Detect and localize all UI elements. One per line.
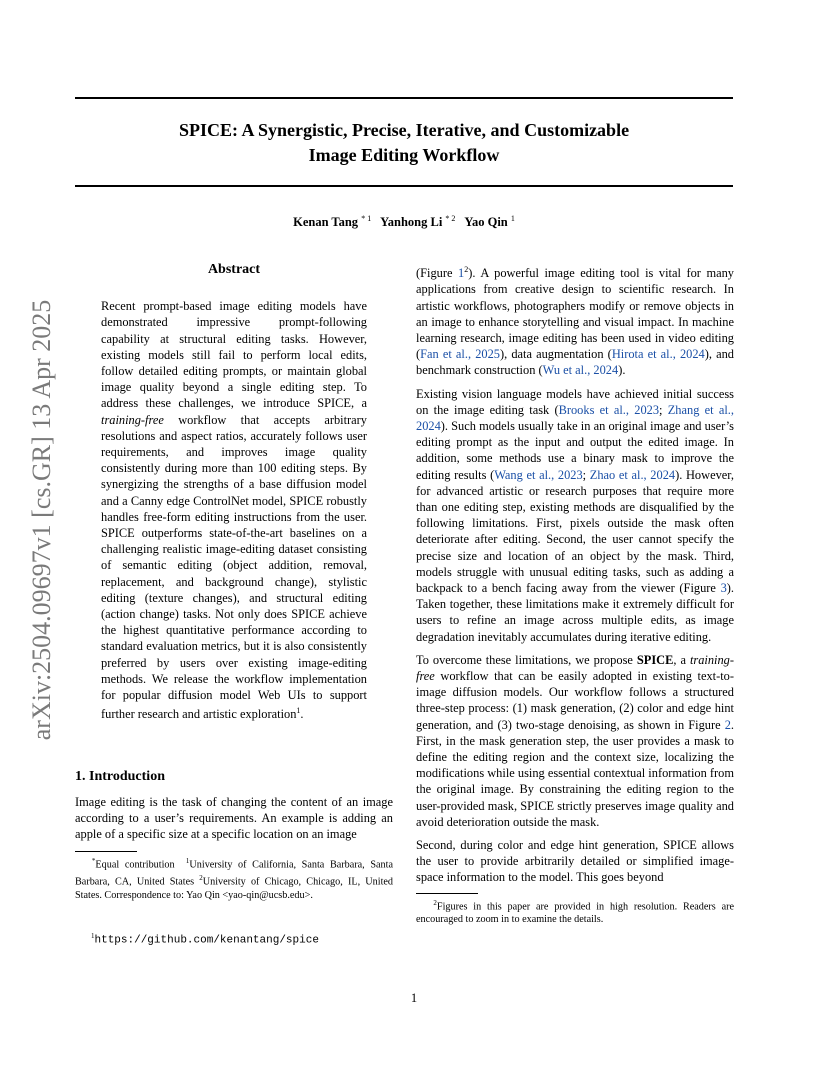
author-name: Yao Qin [464,215,508,229]
abstract-body: Recent prompt-based image editing models have demonstrated impressive prompt-following capability at structural editing tasks. However, existing models still fail to perform local edits, follow detailed editing prompts, or maintain global image quality beyond a single editing step. To address these challenges, we introduce SPICE, a training-free workflow that accepts arbitrary resolutions and aspect ratios, accurately follows user requirements, and improves image quality consistently during more than 100 editing steps. By synergizing the strengths of a base diffusion model and a Canny edge ControlNet model, SPICE robustly handles free-form editing instructions from the user. SPICE outperforms state-of-the-art baselines on a challenging realistic image-editing dataset consisting of semantic editing (object addition, removal, replacement, and background change), stylistic editing (texture changes), and structural editing (action change) tasks. Not only does SPICE achieve the highest quantitative performance according to standard evaluation metrics, but it is also consistently preferred by users over existing image-editing methods. We release the workflow implementation for popular diffusion model Web UIs to support further research and artistic exploration$^1$. [101,299,367,722]
footnote-rule [416,893,478,894]
paragraph: (Figure $1^2$). A powerful image editing tool is vital for many applications from creative design to scientific research. In artistic workflows, photographers modify or remove objects in an image to enhance storytelling and visual impact. In machine learning research, image editing has been used in video editing (Fan et al., 2025), data augmentation (Hirota et al., 2024), and benchmark construction (Wu et al., 2024). [416,265,735,378]
citation-link[interactable]: Hirota et al., 2024 [611,347,705,362]
author-marks: * 1 [361,214,372,223]
figure-footnote: $^2$Figures in this paper are provided in high resolution. Readers are encouraged to zoom in to examine the details. [416,898,735,926]
intro-paragraph: Image editing is the task of changing the content of an image according to a user’s requirements. An example is adding an apple of a specific size at a specific location on an image [75,794,393,842]
citation-link[interactable]: Zhao et al., 2024 [589,467,676,482]
paragraph: To overcome these limitations, we propose SPICE, a training-free workflow that can be easily adopted in existing text-to-image diffusion models. Our workflow follows a structured three-step process: (1) mask generation, (2) color and edge hint generation, and (3) two-stage denoising, as shown in Figure 2. First, in the mask generation step, the user provides a mask to define the editing region and the context size, localizing the modifications while using essential contextual information from the original image. By constraining the editing region to the user-provided mask, SPICE strictly preserves image quality and avoid deterioration outside the mask. [416,652,734,829]
author-marks: * 2 [445,214,456,223]
paragraph: Existing vision language models have achieved initial success on the image editing task (Brooks et al., 2023; Zhang et al., 2024). Such models usually take in an original image and user’s editing prompt as the input and output the edited image. In addition, some methods use a binary mask to improve the editing results (Wang et al., 2023; Zhao et al., 2024). However, for advanced artistic or research purposes that require more than one editing step, existing methods are disqualified by the following limitations. First, pixels outside the mask often deteriorate after editing. Second, the user cannot specify the precise size and location of an object by the mask. Third, models struggle with unusual editing tasks, such as adding a backpack to a bench facing away from the viewer (Figure 3). Taken together, these limitations make it extremely difficult for users to refine an image across multiple edits, as image degradation inevitably accumulates during iterative editing. [416,386,734,644]
figure-ref[interactable]: 2 [724,717,731,732]
author-name: Yanhong Li [380,215,443,229]
section-heading-introduction: 1. Introduction [75,768,165,784]
affiliation-footnote: *Equal contribution $^1$University of California, Santa Barbara, Santa Barbara, CA, United States $^2$University of Chicago, Chicago, IL, United States. Correspondence to: Yao Qin <yao-qin@ucsb.edu>. [75,857,394,901]
paper-title [75,118,733,168]
figure-ref[interactable]: 1 [458,266,465,281]
footnote-mark: 1 [296,706,301,716]
left-column [75,262,393,948]
paragraph: Second, during color and edge hint generation, SPICE allows the user to provide arbitrarily detailed or simplified image-space information to the model. This goes beyond [416,838,734,885]
url-footnote: $^1$https://github.com/kenantang/spice [91,931,319,947]
page-number: 1 [410,991,418,1005]
footnote-rule [75,851,137,852]
citation-link[interactable]: Brooks et al., 2023 [558,402,660,417]
figure-ref[interactable]: 3 [720,580,727,595]
title-line-1: SPICE: A Synergistic, Precise, Iterative, and Customizable [178,120,630,140]
author-marks: 1 [510,214,515,223]
citation-link[interactable]: Wang et al., 2023 [494,467,583,482]
arxiv-identifier: arXiv:2504.09697v1 [cs.GR] 13 Apr 2025 [27,299,56,741]
citation-link[interactable]: Wu et al., 2024 [542,363,619,378]
citation-link[interactable]: Zhang et al., 2024 [416,402,734,433]
github-link[interactable]: https://github.com/kenantang/spice [94,934,319,947]
author-name: Kenan Tang [293,215,359,229]
title-line-2: Image Editing Workflow [308,145,500,165]
author-list [75,214,733,230]
title-rule-bottom [75,185,733,187]
abstract-heading: Abstract [207,262,261,277]
title-rule-top [75,97,733,99]
right-column [416,262,734,926]
citation-link[interactable]: Fan et al., 2025 [420,347,500,362]
